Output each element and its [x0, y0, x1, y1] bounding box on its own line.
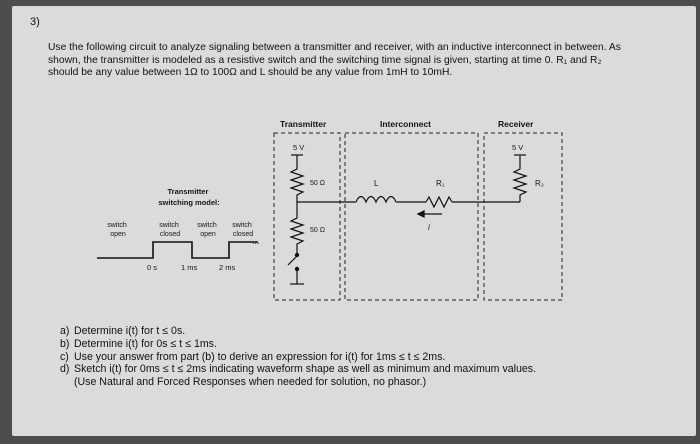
tx-supply-symbol	[291, 155, 303, 165]
tx-resistor-bottom	[291, 202, 303, 250]
question-list	[60, 325, 660, 389]
interconnect-box	[345, 133, 478, 300]
current-label: i	[428, 223, 430, 232]
question-c: c) Use your answer from part (b) to derive an expression for i(t) for 1ms ≤ t ≤ 2ms.	[60, 350, 446, 363]
receiver-box	[484, 133, 562, 300]
switch-state-3: switch open	[197, 222, 217, 238]
solution-note: (Use Natural and Forced Responses when needed for solution, no phasor.)	[74, 376, 427, 389]
rx-voltage-label: 5 V	[512, 143, 524, 152]
question-number: 3)	[30, 16, 40, 28]
transmitter-box	[274, 133, 340, 300]
tx-resistor-top-value: 50 Ω	[310, 180, 325, 187]
tx-resistor-top	[291, 165, 303, 202]
current-arrow	[418, 211, 442, 217]
switching-waveform	[97, 242, 258, 258]
question-b: b) Determine i(t) for 0s ≤ t ≤ 1ms.	[60, 337, 217, 350]
time-label-0: 0 s	[147, 263, 158, 272]
transmitter-header: Transmitter	[280, 119, 327, 129]
tx-voltage-label: 5 V	[293, 143, 305, 152]
waveform-ellipsis: ...	[252, 236, 260, 246]
time-label-2: 2 ms	[219, 263, 236, 272]
inductor-label: L	[374, 179, 379, 188]
interconnect-wire	[297, 197, 520, 208]
switch-state-1: switch open	[107, 222, 127, 238]
receiver-header: Receiver	[498, 119, 534, 129]
section-boxes	[274, 133, 562, 300]
rx-supply-symbol	[514, 155, 526, 165]
switch-state-4: switch closed	[232, 222, 254, 238]
r1-label: R₁	[436, 179, 445, 188]
switch-state-2: switch closed	[159, 222, 181, 238]
tx-switch	[288, 250, 299, 284]
problem-statement: Use the following circuit to analyze signaling between a transmitter and receiver, with an inductive interconnect in between. As shown, the transmitter is modeled as a resistive switch and the switching time signal is given, starting at time 0. R₁ and R₂ should be any value between 1Ω to 100Ω and L should be any value from 1mH to 10mH.	[48, 42, 621, 79]
r2-label: R₂	[535, 179, 544, 188]
time-label-1: 1 ms	[181, 263, 198, 272]
tx-resistor-bottom-value: 50 Ω	[310, 227, 325, 234]
interconnect-header: Interconnect	[380, 119, 432, 129]
rx-resistor-r2	[514, 165, 526, 202]
switching-model-title: Transmitter switching model:	[158, 187, 220, 207]
question-d: d) Sketch i(t) for 0ms ≤ t ≤ 2ms indicating waveform shape as well as minimum and maximum values.	[60, 363, 537, 376]
question-a: a) Determine i(t) for t ≤ 0s.	[60, 325, 186, 337]
